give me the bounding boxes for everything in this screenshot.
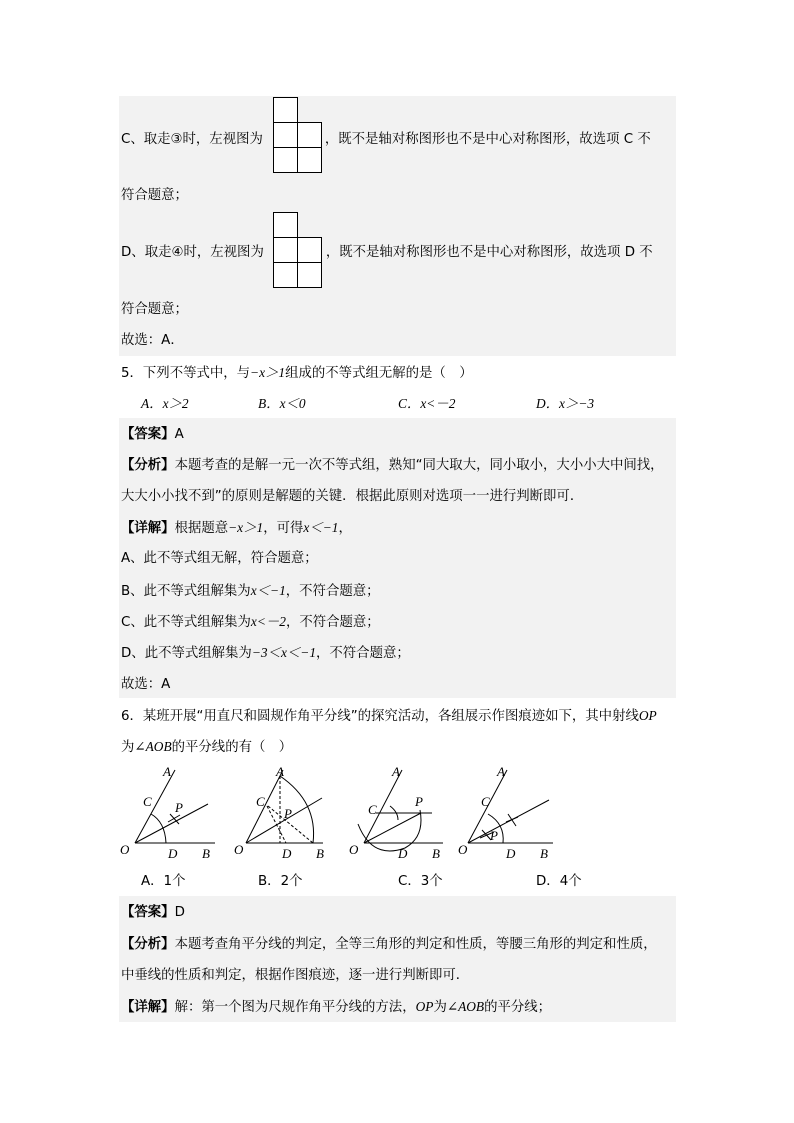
q4-c-line2: 符合题意； — [121, 188, 188, 203]
q5-option-a: A．x＞2 — [141, 396, 189, 411]
fig2-label-c: C — [256, 794, 265, 809]
fig2-label-a: A — [276, 764, 284, 779]
fig4-label-p: P — [490, 828, 498, 843]
fig3-label-c: C — [368, 802, 377, 817]
fig2-label-p: P — [284, 806, 292, 821]
q5-analysis-1: 【分析】本题考查的是解一元一次不等式组，熟知“同大取大，同小取小，大小小大中间找， — [121, 458, 664, 473]
q5-option-b: B．x＜0 — [258, 396, 306, 411]
q4-d-line2: 符合题意； — [121, 302, 188, 317]
q5-item-c: C、此不等式组解集为x<－2，不符合题意； — [121, 614, 380, 630]
angle-bisector-figures — [0, 762, 794, 862]
q5-option-d: D．x＞−3 — [536, 396, 595, 411]
fig4-label-d: D — [506, 846, 516, 861]
q6-option-d: D．4个 — [536, 874, 582, 889]
fig1-label-b: B — [202, 846, 210, 861]
q5-option-c: C．x<－2 — [398, 396, 456, 411]
fig3-label-p: P — [415, 794, 423, 809]
q5-item-d: D、此不等式组解集为−3＜x＜−1，不符合题意； — [121, 645, 410, 661]
q5-item-a: A、此不等式组无解，符合题意； — [121, 551, 318, 566]
fig1-label-o: O — [120, 842, 130, 857]
q4-c-text-after: ，既不是轴对称图形也不是中心对称图形，故选项 C 不 — [324, 132, 651, 147]
q5-choose: 故选：A — [121, 677, 171, 692]
q4-option-d-line — [121, 244, 653, 262]
q5-item-b: B、此不等式组解集为x＜−1，不符合题意； — [121, 583, 380, 599]
q6-answer: 【答案】D — [121, 905, 185, 920]
fig2-label-o: O — [234, 842, 244, 857]
q6-analysis-1: 【分析】本题考查角平分线的判定，全等三角形的判定和性质，等腰三角形的判定和性质， — [121, 937, 657, 952]
q4-choose: 故选：A． — [121, 333, 184, 348]
q4-option-c-line — [121, 131, 651, 149]
fig4-label-c: C — [481, 794, 490, 809]
q4-d-text-after: ，既不是轴对称图形也不是中心对称图形，故选项 D 不 — [325, 245, 653, 260]
fig4-label-o: O — [458, 842, 468, 857]
q6-stem-1: 6．某班开展“用直尺和圆规作角平分线”的探究活动，各组展示作图痕迹如下，其中射线OP — [121, 708, 657, 724]
fig1-label-c: C — [143, 794, 152, 809]
q6-stem-2: 为∠AOB的平分线的有（ ） — [121, 739, 293, 755]
q4-c-text-before: C、取走③时，左视图为 — [121, 132, 263, 147]
q6-option-a: A．1个 — [141, 874, 186, 889]
fig2-label-b: B — [316, 846, 324, 861]
fig3-label-d: D — [398, 846, 408, 861]
fig4-label-b: B — [540, 846, 548, 861]
q5-analysis-2: 大大小小找不到”的原则是解题的关键．根据此原则对选项一一进行判断即可． — [121, 489, 584, 504]
fig2-label-d: D — [282, 846, 292, 861]
q6-analysis-2: 中垂线的性质和判定，根据作图痕迹，逐一进行判断即可． — [121, 968, 470, 983]
q5-answer: 【答案】A — [121, 427, 184, 442]
q6-option-c: C．3个 — [398, 874, 443, 889]
fig3-label-b: B — [432, 846, 440, 861]
q5-stem: 5．下列不等式中，与−x＞1组成的不等式组无解的是（ ） — [121, 365, 473, 381]
fig1-label-a: A — [163, 764, 171, 779]
fig3-label-o: O — [349, 842, 359, 857]
q4-d-text-before: D、取走④时，左视图为 — [121, 245, 264, 260]
q6-option-b: B．2个 — [258, 874, 303, 889]
q6-detail: 【详解】解：第一个图为尺规作角平分线的方法，OP为∠AOB的平分线； — [121, 999, 552, 1015]
fig1-label-p: P — [175, 800, 183, 815]
fig3-label-a: A — [392, 764, 400, 779]
fig1-label-d: D — [168, 846, 178, 861]
fig4-label-a: A — [497, 764, 505, 779]
q5-detail-1: 【详解】根据题意−x＞1，可得x＜−1， — [121, 520, 352, 536]
